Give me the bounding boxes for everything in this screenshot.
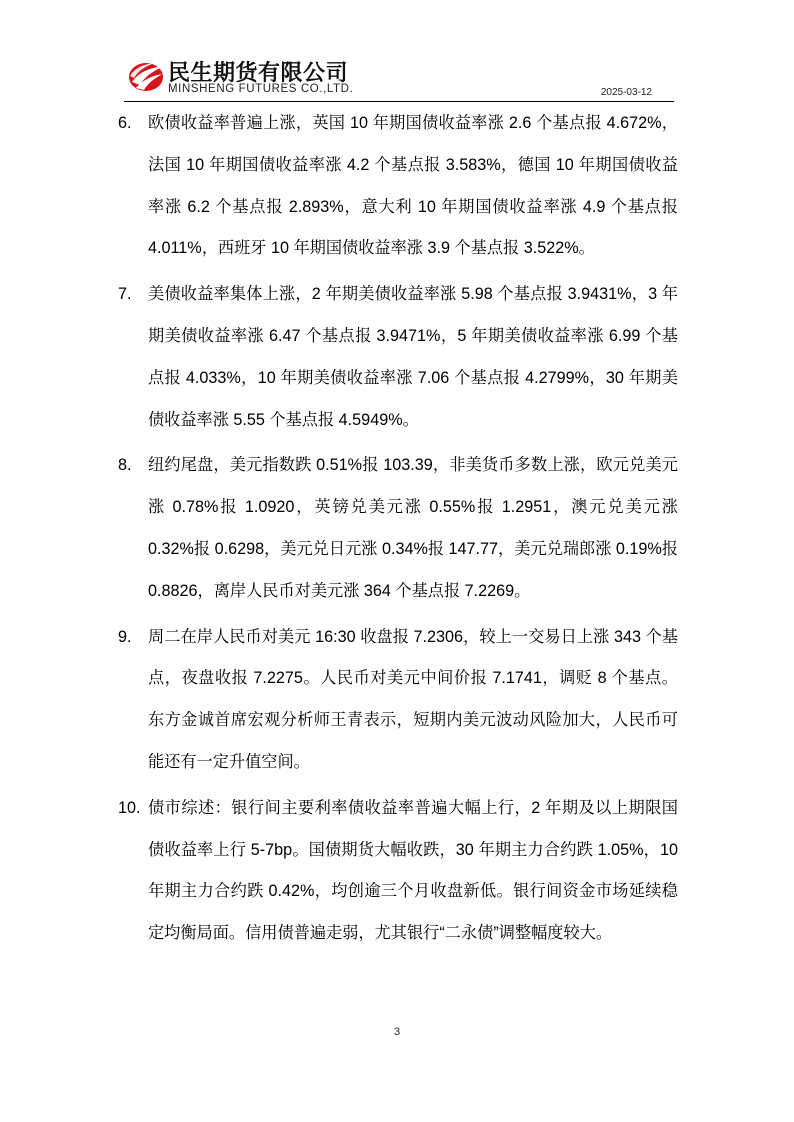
news-item-9 bbox=[118, 617, 678, 784]
report-date: 2025-03-12 bbox=[600, 87, 652, 98]
news-item-6 bbox=[118, 103, 678, 270]
news-item-10 bbox=[118, 788, 678, 955]
page-header bbox=[124, 52, 674, 102]
news-list bbox=[118, 103, 678, 959]
news-item-7 bbox=[118, 274, 678, 441]
news-item-8 bbox=[118, 445, 678, 612]
item-number: 8. bbox=[118, 456, 132, 475]
minsheng-logo-icon bbox=[127, 58, 167, 94]
company-name-en: MINSHENG FUTURES CO.,LTD. bbox=[168, 83, 354, 95]
item-text: 欧债收益率普遍上涨，英国 10 年期国债收益率涨 2.6 个基点报 4.672%，法国 10 年期国债收益率涨 4.2 个基点报 3.583%，德国 10 年期国债收益率涨 6.2 个基点报 2.893%，意大利 10 年期国债收益率涨 4.9 个基点报 4.011%，西班牙 10 年期国债收益率涨 3.9 个基点报 3.522%。 bbox=[148, 114, 678, 258]
company-name-cn: 民生期货有限公司 bbox=[168, 61, 349, 86]
item-number: 9. bbox=[118, 627, 132, 646]
page-number: 3 bbox=[393, 1026, 401, 1038]
item-text: 美债收益率集体上涨，2 年期美债收益率涨 5.98 个基点报 3.9431%，3 年期美债收益率涨 6.47 个基点报 3.9471%，5 年期美债收益率涨 6.99 个基点报 4.033%，10 年期美债收益率涨 7.06 个基点报 4.2799%，30 年期美债收益率涨 5.55 个基点报 4.5949%。 bbox=[148, 285, 678, 429]
item-text: 债市综述：银行间主要利率债收益率普遍大幅上行，2 年期及以上期限国债收益率上行 5-7bp。国债期货大幅收跌，30 年期主力合约跌 1.05%，10 年期主力合约跌 0.42%，均创逾三个月收盘新低。银行间资金市场延续稳定均衡局面。信用债普遍走弱，尤其银行“二永债”调整幅度较大。 bbox=[148, 798, 678, 943]
item-number: 10. bbox=[118, 798, 141, 817]
item-number: 6. bbox=[118, 114, 132, 132]
item-number: 7. bbox=[118, 285, 132, 304]
item-text: 周二在岸人民币对美元 16:30 收盘报 7.2306，较上一交易日上涨 343 个基点，夜盘收报 7.2275。人民币对美元中间价报 7.1741，调贬 8 个基点。东方金诚首席宏观分析师王青表示，短期内美元波动风险加大，人民币可能还有一定升值空间。 bbox=[148, 627, 678, 771]
item-text: 纽约尾盘，美元指数跌 0.51%报 103.39，非美货币多数上涨，欧元兑美元涨 0.78%报 1.0920，英镑兑美元涨 0.55%报 1.2951，澳元兑美元涨 0.32%报 0.6298，美元兑日元涨 0.34%报 147.77，美元兑瑞郎涨 0.19%报 0.8826，离岸人民币对美元涨 364 个基点报 7.2269。 bbox=[148, 456, 678, 600]
header-divider bbox=[124, 101, 674, 102]
